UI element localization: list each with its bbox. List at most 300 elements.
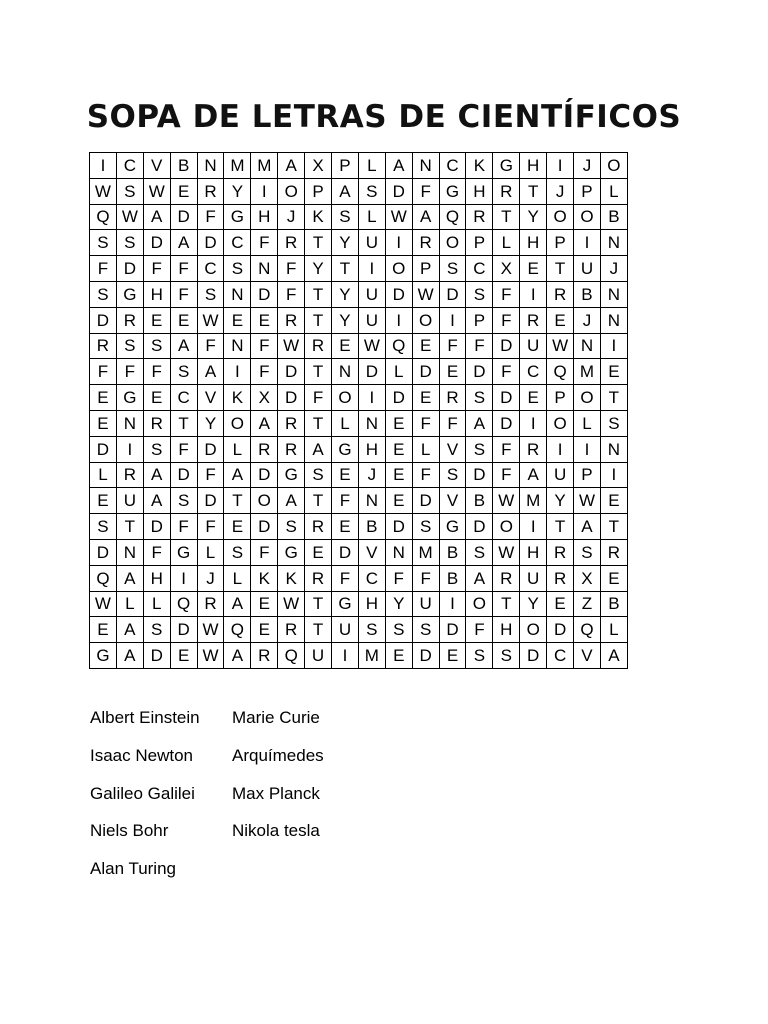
grid-cell[interactable]: H xyxy=(251,204,278,230)
grid-cell[interactable]: F xyxy=(197,204,224,230)
grid-cell[interactable]: T xyxy=(493,204,520,230)
grid-cell[interactable]: N xyxy=(332,359,359,385)
grid-cell[interactable]: Q xyxy=(278,643,305,669)
grid-cell[interactable]: U xyxy=(305,643,332,669)
grid-cell[interactable]: M xyxy=(224,153,251,179)
grid-cell[interactable]: I xyxy=(547,436,574,462)
grid-cell[interactable]: L xyxy=(385,359,412,385)
grid-cell[interactable]: P xyxy=(574,178,601,204)
grid-cell[interactable]: D xyxy=(412,359,439,385)
grid-cell[interactable]: E xyxy=(170,178,197,204)
grid-cell[interactable]: F xyxy=(170,514,197,540)
grid-cell[interactable]: R xyxy=(278,410,305,436)
grid-cell[interactable]: I xyxy=(547,153,574,179)
grid-cell[interactable]: H xyxy=(466,178,493,204)
grid-cell[interactable]: N xyxy=(251,256,278,282)
grid-cell[interactable]: I xyxy=(385,230,412,256)
grid-cell[interactable]: R xyxy=(493,178,520,204)
grid-cell[interactable]: B xyxy=(170,153,197,179)
grid-cell[interactable]: I xyxy=(520,514,547,540)
grid-cell[interactable]: E xyxy=(224,514,251,540)
grid-cell[interactable]: S xyxy=(278,514,305,540)
grid-cell[interactable]: F xyxy=(143,359,170,385)
grid-cell[interactable]: E xyxy=(412,385,439,411)
grid-cell[interactable]: B xyxy=(574,281,601,307)
grid-cell[interactable]: E xyxy=(385,488,412,514)
grid-cell[interactable]: G xyxy=(439,178,466,204)
grid-cell[interactable]: S xyxy=(305,462,332,488)
grid-cell[interactable]: E xyxy=(90,410,117,436)
grid-cell[interactable]: E xyxy=(412,333,439,359)
grid-cell[interactable]: S xyxy=(466,281,493,307)
grid-cell[interactable]: M xyxy=(574,359,601,385)
grid-cell[interactable]: U xyxy=(520,565,547,591)
grid-cell[interactable]: D xyxy=(197,230,224,256)
grid-cell[interactable]: I xyxy=(116,436,143,462)
grid-cell[interactable]: E xyxy=(385,643,412,669)
grid-cell[interactable]: W xyxy=(358,333,385,359)
grid-cell[interactable]: F xyxy=(90,359,117,385)
grid-cell[interactable]: G xyxy=(278,462,305,488)
grid-cell[interactable]: S xyxy=(466,436,493,462)
grid-cell[interactable]: E xyxy=(385,462,412,488)
grid-cell[interactable]: I xyxy=(332,643,359,669)
grid-cell[interactable]: P xyxy=(547,230,574,256)
grid-cell[interactable]: C xyxy=(439,153,466,179)
grid-cell[interactable]: D xyxy=(90,436,117,462)
grid-cell[interactable]: S xyxy=(224,256,251,282)
grid-cell[interactable]: F xyxy=(493,436,520,462)
grid-cell[interactable]: Y xyxy=(385,591,412,617)
grid-cell[interactable]: M xyxy=(251,153,278,179)
grid-cell[interactable]: O xyxy=(547,410,574,436)
grid-cell[interactable]: A xyxy=(143,204,170,230)
grid-cell[interactable]: F xyxy=(197,462,224,488)
grid-cell[interactable]: J xyxy=(574,307,601,333)
grid-cell[interactable]: T xyxy=(600,385,627,411)
grid-cell[interactable]: D xyxy=(385,514,412,540)
grid-cell[interactable]: R xyxy=(547,565,574,591)
grid-cell[interactable]: X xyxy=(493,256,520,282)
grid-cell[interactable]: W xyxy=(197,643,224,669)
grid-cell[interactable]: E xyxy=(547,591,574,617)
grid-cell[interactable]: F xyxy=(278,281,305,307)
grid-cell[interactable]: A xyxy=(116,617,143,643)
grid-cell[interactable]: I xyxy=(358,385,385,411)
grid-cell[interactable]: D xyxy=(332,539,359,565)
grid-cell[interactable]: H xyxy=(358,591,385,617)
grid-cell[interactable]: B xyxy=(466,488,493,514)
grid-cell[interactable]: I xyxy=(358,256,385,282)
grid-cell[interactable]: J xyxy=(358,462,385,488)
grid-cell[interactable]: D xyxy=(412,643,439,669)
grid-cell[interactable]: A xyxy=(143,488,170,514)
grid-cell[interactable]: N xyxy=(197,153,224,179)
grid-cell[interactable]: I xyxy=(439,591,466,617)
grid-cell[interactable]: L xyxy=(224,436,251,462)
grid-cell[interactable]: Q xyxy=(547,359,574,385)
grid-cell[interactable]: W xyxy=(116,204,143,230)
grid-cell[interactable]: P xyxy=(332,153,359,179)
grid-cell[interactable]: A xyxy=(143,462,170,488)
grid-cell[interactable]: H xyxy=(520,230,547,256)
grid-cell[interactable]: E xyxy=(520,256,547,282)
grid-cell[interactable]: R xyxy=(520,307,547,333)
grid-cell[interactable]: S xyxy=(197,281,224,307)
grid-cell[interactable]: O xyxy=(224,410,251,436)
grid-cell[interactable]: C xyxy=(547,643,574,669)
grid-cell[interactable]: S xyxy=(170,488,197,514)
grid-cell[interactable]: C xyxy=(520,359,547,385)
grid-cell[interactable]: S xyxy=(493,643,520,669)
grid-cell[interactable]: D xyxy=(385,281,412,307)
grid-cell[interactable]: O xyxy=(493,514,520,540)
grid-cell[interactable]: S xyxy=(90,514,117,540)
grid-cell[interactable]: R xyxy=(493,565,520,591)
grid-cell[interactable]: A xyxy=(170,230,197,256)
grid-cell[interactable]: B xyxy=(600,204,627,230)
grid-cell[interactable]: R xyxy=(305,565,332,591)
grid-cell[interactable]: O xyxy=(574,204,601,230)
grid-cell[interactable]: C xyxy=(197,256,224,282)
grid-cell[interactable]: A xyxy=(224,462,251,488)
grid-cell[interactable]: D xyxy=(170,617,197,643)
grid-cell[interactable]: N xyxy=(600,307,627,333)
grid-cell[interactable]: R xyxy=(197,591,224,617)
grid-cell[interactable]: V xyxy=(197,385,224,411)
grid-cell[interactable]: D xyxy=(547,617,574,643)
grid-cell[interactable]: D xyxy=(493,333,520,359)
grid-cell[interactable]: W xyxy=(143,178,170,204)
grid-cell[interactable]: N xyxy=(358,488,385,514)
grid-cell[interactable]: Q xyxy=(574,617,601,643)
grid-cell[interactable]: D xyxy=(358,359,385,385)
grid-cell[interactable]: S xyxy=(439,462,466,488)
grid-cell[interactable]: D xyxy=(278,385,305,411)
grid-cell[interactable]: T xyxy=(600,514,627,540)
grid-cell[interactable]: G xyxy=(332,591,359,617)
grid-cell[interactable]: E xyxy=(520,385,547,411)
grid-cell[interactable]: E xyxy=(332,514,359,540)
grid-cell[interactable]: D xyxy=(90,539,117,565)
grid-cell[interactable]: E xyxy=(305,539,332,565)
grid-cell[interactable]: S xyxy=(412,514,439,540)
grid-cell[interactable]: S xyxy=(466,643,493,669)
grid-cell[interactable]: F xyxy=(305,385,332,411)
grid-cell[interactable]: L xyxy=(600,178,627,204)
grid-cell[interactable]: T xyxy=(305,307,332,333)
grid-cell[interactable]: Y xyxy=(332,307,359,333)
grid-cell[interactable]: D xyxy=(90,307,117,333)
grid-cell[interactable]: U xyxy=(358,281,385,307)
grid-cell[interactable]: Q xyxy=(385,333,412,359)
grid-cell[interactable]: L xyxy=(600,617,627,643)
grid-cell[interactable]: F xyxy=(251,230,278,256)
grid-cell[interactable]: O xyxy=(574,385,601,411)
grid-cell[interactable]: G xyxy=(493,153,520,179)
grid-cell[interactable]: I xyxy=(439,307,466,333)
grid-cell[interactable]: F xyxy=(493,462,520,488)
grid-cell[interactable]: T xyxy=(116,514,143,540)
grid-cell[interactable]: F xyxy=(197,514,224,540)
grid-cell[interactable]: A xyxy=(305,436,332,462)
grid-cell[interactable]: I xyxy=(90,153,117,179)
grid-cell[interactable]: R xyxy=(412,230,439,256)
grid-cell[interactable]: E xyxy=(251,307,278,333)
grid-cell[interactable]: A xyxy=(332,178,359,204)
grid-cell[interactable]: R xyxy=(439,385,466,411)
grid-cell[interactable]: F xyxy=(493,281,520,307)
grid-cell[interactable]: W xyxy=(493,539,520,565)
grid-cell[interactable]: N xyxy=(600,436,627,462)
grid-cell[interactable]: D xyxy=(466,462,493,488)
grid-cell[interactable]: F xyxy=(197,333,224,359)
grid-cell[interactable]: L xyxy=(332,410,359,436)
grid-cell[interactable]: T xyxy=(305,591,332,617)
grid-cell[interactable]: T xyxy=(305,410,332,436)
grid-cell[interactable]: M xyxy=(520,488,547,514)
grid-cell[interactable]: E xyxy=(332,462,359,488)
grid-cell[interactable]: A xyxy=(278,488,305,514)
grid-cell[interactable]: A xyxy=(466,565,493,591)
grid-cell[interactable]: Q xyxy=(90,565,117,591)
grid-cell[interactable]: F xyxy=(385,565,412,591)
grid-cell[interactable]: F xyxy=(90,256,117,282)
grid-cell[interactable]: F xyxy=(466,333,493,359)
grid-cell[interactable]: R xyxy=(90,333,117,359)
grid-cell[interactable]: R xyxy=(305,514,332,540)
grid-cell[interactable]: X xyxy=(574,565,601,591)
grid-cell[interactable]: E xyxy=(90,488,117,514)
grid-cell[interactable]: T xyxy=(305,230,332,256)
grid-cell[interactable]: I xyxy=(574,436,601,462)
grid-cell[interactable]: R xyxy=(547,281,574,307)
grid-cell[interactable]: T xyxy=(170,410,197,436)
grid-cell[interactable]: R xyxy=(520,436,547,462)
grid-cell[interactable]: F xyxy=(143,256,170,282)
grid-cell[interactable]: S xyxy=(143,617,170,643)
grid-cell[interactable]: H xyxy=(520,153,547,179)
grid-cell[interactable]: O xyxy=(466,591,493,617)
grid-cell[interactable]: U xyxy=(358,307,385,333)
grid-cell[interactable]: N xyxy=(224,333,251,359)
grid-cell[interactable]: D xyxy=(197,488,224,514)
grid-cell[interactable]: I xyxy=(385,307,412,333)
grid-cell[interactable]: S xyxy=(90,281,117,307)
grid-cell[interactable]: E xyxy=(251,591,278,617)
grid-cell[interactable]: J xyxy=(197,565,224,591)
grid-cell[interactable]: R xyxy=(466,204,493,230)
grid-cell[interactable]: C xyxy=(224,230,251,256)
grid-cell[interactable]: S xyxy=(439,256,466,282)
grid-cell[interactable]: K xyxy=(305,204,332,230)
grid-cell[interactable]: I xyxy=(600,462,627,488)
grid-cell[interactable]: L xyxy=(90,462,117,488)
grid-cell[interactable]: T xyxy=(224,488,251,514)
grid-cell[interactable]: N xyxy=(574,333,601,359)
grid-cell[interactable]: C xyxy=(466,256,493,282)
grid-cell[interactable]: U xyxy=(574,256,601,282)
grid-cell[interactable]: W xyxy=(493,488,520,514)
grid-cell[interactable]: Y xyxy=(547,488,574,514)
grid-cell[interactable]: A xyxy=(278,153,305,179)
grid-cell[interactable]: T xyxy=(520,178,547,204)
grid-cell[interactable]: R xyxy=(278,436,305,462)
grid-cell[interactable]: A xyxy=(224,643,251,669)
grid-cell[interactable]: H xyxy=(358,436,385,462)
grid-cell[interactable]: V xyxy=(143,153,170,179)
grid-cell[interactable]: S xyxy=(116,333,143,359)
grid-cell[interactable]: T xyxy=(547,514,574,540)
grid-cell[interactable]: D xyxy=(143,514,170,540)
grid-cell[interactable]: E xyxy=(251,617,278,643)
grid-cell[interactable]: L xyxy=(116,591,143,617)
grid-cell[interactable]: Y xyxy=(332,281,359,307)
grid-cell[interactable]: E xyxy=(170,307,197,333)
grid-cell[interactable]: A xyxy=(224,591,251,617)
grid-cell[interactable]: W xyxy=(412,281,439,307)
grid-cell[interactable]: Z xyxy=(574,591,601,617)
grid-cell[interactable]: F xyxy=(116,359,143,385)
grid-cell[interactable]: I xyxy=(520,410,547,436)
grid-cell[interactable]: F xyxy=(251,539,278,565)
grid-cell[interactable]: U xyxy=(412,591,439,617)
grid-cell[interactable]: U xyxy=(547,462,574,488)
grid-cell[interactable]: K xyxy=(466,153,493,179)
grid-cell[interactable]: B xyxy=(600,591,627,617)
grid-cell[interactable]: N xyxy=(116,410,143,436)
grid-cell[interactable]: S xyxy=(332,204,359,230)
grid-cell[interactable]: W xyxy=(90,591,117,617)
grid-cell[interactable]: D xyxy=(520,643,547,669)
grid-cell[interactable]: J xyxy=(600,256,627,282)
grid-cell[interactable]: P xyxy=(574,462,601,488)
grid-cell[interactable]: E xyxy=(143,307,170,333)
grid-cell[interactable]: G xyxy=(278,539,305,565)
grid-cell[interactable]: D xyxy=(251,462,278,488)
grid-cell[interactable]: E xyxy=(547,307,574,333)
grid-cell[interactable]: E xyxy=(439,643,466,669)
grid-cell[interactable]: D xyxy=(439,281,466,307)
grid-cell[interactable]: O xyxy=(412,307,439,333)
grid-cell[interactable]: T xyxy=(305,617,332,643)
grid-cell[interactable]: E xyxy=(600,359,627,385)
grid-cell[interactable]: B xyxy=(439,539,466,565)
grid-cell[interactable]: W xyxy=(385,204,412,230)
grid-cell[interactable]: H xyxy=(493,617,520,643)
grid-cell[interactable]: T xyxy=(332,256,359,282)
grid-cell[interactable]: S xyxy=(224,539,251,565)
grid-cell[interactable]: W xyxy=(574,488,601,514)
grid-cell[interactable]: D xyxy=(170,462,197,488)
grid-cell[interactable]: S xyxy=(412,617,439,643)
grid-cell[interactable]: F xyxy=(332,565,359,591)
grid-cell[interactable]: D xyxy=(251,514,278,540)
grid-cell[interactable]: P xyxy=(466,230,493,256)
grid-cell[interactable]: D xyxy=(197,436,224,462)
grid-cell[interactable]: S xyxy=(90,230,117,256)
grid-cell[interactable]: A xyxy=(116,565,143,591)
grid-cell[interactable]: S xyxy=(358,617,385,643)
grid-cell[interactable]: Y xyxy=(224,178,251,204)
grid-cell[interactable]: A xyxy=(520,462,547,488)
grid-cell[interactable]: O xyxy=(251,488,278,514)
grid-cell[interactable]: S xyxy=(358,178,385,204)
grid-cell[interactable]: T xyxy=(547,256,574,282)
grid-cell[interactable]: O xyxy=(385,256,412,282)
grid-cell[interactable]: K xyxy=(224,385,251,411)
grid-cell[interactable]: Q xyxy=(224,617,251,643)
grid-cell[interactable]: F xyxy=(170,281,197,307)
grid-cell[interactable]: R xyxy=(278,307,305,333)
grid-cell[interactable]: E xyxy=(90,385,117,411)
grid-cell[interactable]: N xyxy=(412,153,439,179)
grid-cell[interactable]: N xyxy=(358,410,385,436)
grid-cell[interactable]: N xyxy=(116,539,143,565)
grid-cell[interactable]: T xyxy=(305,281,332,307)
grid-cell[interactable]: C xyxy=(170,385,197,411)
grid-cell[interactable]: L xyxy=(574,410,601,436)
grid-cell[interactable]: A xyxy=(251,410,278,436)
grid-cell[interactable]: O xyxy=(278,178,305,204)
grid-cell[interactable]: F xyxy=(412,462,439,488)
grid-cell[interactable]: A xyxy=(116,643,143,669)
grid-cell[interactable]: O xyxy=(439,230,466,256)
grid-cell[interactable]: I xyxy=(224,359,251,385)
grid-cell[interactable]: E xyxy=(600,488,627,514)
grid-cell[interactable]: U xyxy=(358,230,385,256)
grid-cell[interactable]: V xyxy=(574,643,601,669)
grid-cell[interactable]: I xyxy=(520,281,547,307)
grid-cell[interactable]: L xyxy=(358,204,385,230)
grid-cell[interactable]: H xyxy=(143,281,170,307)
grid-cell[interactable]: L xyxy=(143,591,170,617)
grid-cell[interactable]: Q xyxy=(90,204,117,230)
grid-cell[interactable]: D xyxy=(466,514,493,540)
grid-cell[interactable]: O xyxy=(332,385,359,411)
grid-cell[interactable]: D xyxy=(143,643,170,669)
grid-cell[interactable]: U xyxy=(116,488,143,514)
grid-cell[interactable]: M xyxy=(412,539,439,565)
grid-cell[interactable]: E xyxy=(600,565,627,591)
grid-cell[interactable]: A xyxy=(412,204,439,230)
grid-cell[interactable]: O xyxy=(520,617,547,643)
grid-cell[interactable]: S xyxy=(466,539,493,565)
grid-cell[interactable]: S xyxy=(116,178,143,204)
grid-cell[interactable]: R xyxy=(251,436,278,462)
grid-cell[interactable]: M xyxy=(358,643,385,669)
grid-cell[interactable]: V xyxy=(439,488,466,514)
grid-cell[interactable]: K xyxy=(278,565,305,591)
grid-cell[interactable]: T xyxy=(493,591,520,617)
grid-cell[interactable]: H xyxy=(143,565,170,591)
grid-cell[interactable]: E xyxy=(385,436,412,462)
grid-cell[interactable]: D xyxy=(385,178,412,204)
grid-cell[interactable]: O xyxy=(547,204,574,230)
grid-cell[interactable]: D xyxy=(170,204,197,230)
grid-cell[interactable]: E xyxy=(439,359,466,385)
grid-cell[interactable]: A xyxy=(170,333,197,359)
grid-cell[interactable]: Q xyxy=(439,204,466,230)
grid-cell[interactable]: F xyxy=(143,539,170,565)
grid-cell[interactable]: W xyxy=(278,333,305,359)
grid-cell[interactable]: A xyxy=(466,410,493,436)
grid-cell[interactable]: W xyxy=(197,307,224,333)
grid-cell[interactable]: F xyxy=(493,359,520,385)
grid-cell[interactable]: Y xyxy=(197,410,224,436)
grid-cell[interactable]: N xyxy=(600,281,627,307)
grid-cell[interactable]: S xyxy=(143,436,170,462)
